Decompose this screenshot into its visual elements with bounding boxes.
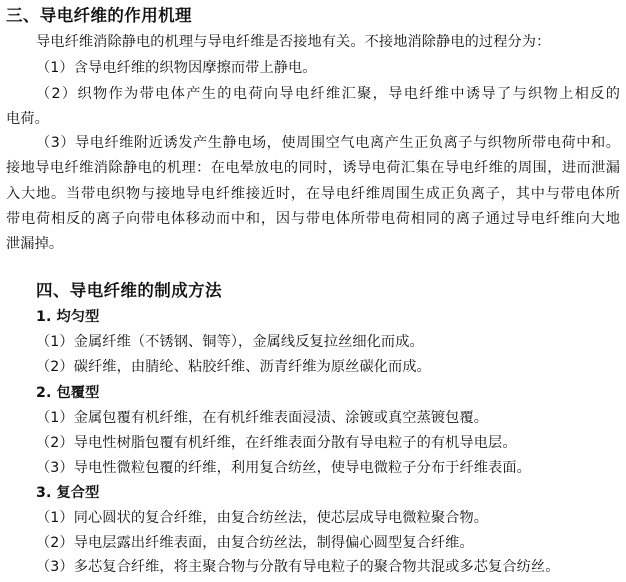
subheading: 3. 复合型 xyxy=(36,485,100,501)
list-item: （3）多芯复合纤维，将主聚合物与分散有导电粒子的聚合物共混或多芯复合纺丝。 xyxy=(36,559,560,575)
list-item: （2）导电层露出纤维表面，由复合纺丝法，制得偏心圆型复合纤维。 xyxy=(36,535,474,551)
paragraph-line: 电荷。 xyxy=(6,111,49,127)
list-item: （3）导电纤维附近诱发产生静电场，使周围空气电离产生正负离子与织物所带电荷中和。 xyxy=(36,135,620,151)
paragraph-line: 接地导电纤维消除静电的机理：在电晕放电的同时，诱导电荷汇集在导电纤维的周围，进而泄漏 xyxy=(6,160,620,176)
section-3-heading: 三、导电纤维的作用机理 xyxy=(6,6,192,25)
list-item: （2）导电性树脂包覆有机纤维，在纤维表面分散有导电粒子的有机导电层。 xyxy=(36,435,517,451)
paragraph-line: 导电纤维消除静电的机理与导电纤维是否接地有关。不接地消除静电的过程分为： xyxy=(36,34,551,50)
subheading: 1. 均匀型 xyxy=(36,309,100,325)
list-item: （1）金属纤维（不锈钢、铜等），金属线反复拉丝细化而成。 xyxy=(36,334,424,350)
paragraph-line: 带电荷相反的离子向带电体移动而中和，因与带电体所带电荷相同的离子通过导电纤维向大地 xyxy=(6,211,620,227)
list-item: （3）导电性微粒包覆的纤维，利用复合纺丝，使导电微粒子分布于纤维表面。 xyxy=(36,460,531,476)
list-item: （1）同心圆状的复合纤维，由复合纺丝法，使芯层成导电微粒聚合物。 xyxy=(36,510,489,526)
list-item: （2）碳纤维，由腈纶、粘胶纤维、沥青纤维为原丝碳化而成。 xyxy=(36,359,431,375)
paragraph-line: 泄漏掉。 xyxy=(6,236,64,252)
list-item: （1）含导电纤维的织物因摩擦而带上静电。 xyxy=(36,60,317,76)
list-item: （2）织物作为带电体产生的电荷向导电纤维汇聚，导电纤维中诱导了与织物上相反的 xyxy=(36,86,620,102)
section-4-heading: 四、导电纤维的制成方法 xyxy=(36,281,222,300)
list-item: （1）金属包覆有机纤维，在有机纤维表面浸渍、涂镀或真空蒸镀包覆。 xyxy=(36,410,489,426)
paragraph-line: 入大地。当带电织物与接地导电纤维接近时，在导电纤维周围生成正负离子，其中与带电体所 xyxy=(6,186,620,202)
subheading: 2. 包覆型 xyxy=(36,385,100,401)
